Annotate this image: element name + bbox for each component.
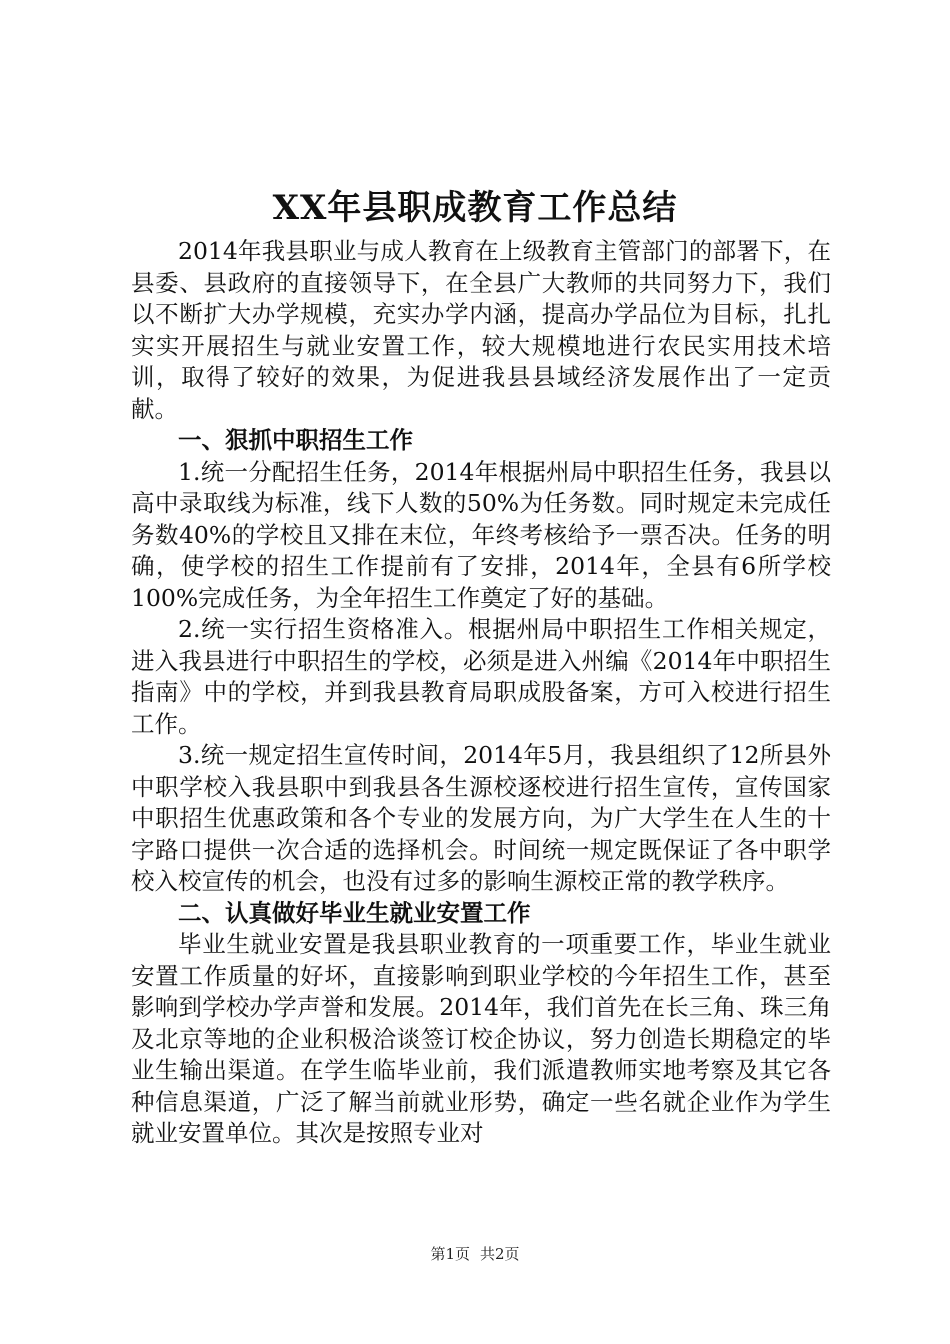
intro-paragraph: 2014年我县职业与成人教育在上级教育主管部门的部署下，在县委、县政府的直接领导下，在全县广大教师的共同努力下，我们以不断扩大办学规模，充实办学内涵，提高办学品位为目标，扎扎实实开展招生与就业安置工作，较大规模地进行农民实用技术培训，取得了较好的效果，为促进我县县域经济发展作出了一定贡献。 [131, 237, 831, 423]
section-1-paragraph-1: 1.统一分配招生任务，2014年根据州局中职招生任务，我县以高中录取线为标准，线下人数的50%为任务数。同时规定未完成任务数40%的学校且又排在末位，年终考核给予一票否决。任务的明确，使学校的招生工作提前有了安排，2014年，全县有6所学校100%完成任务，为全年招生工作奠定了好的基础。 [131, 457, 831, 612]
page-number: 第1页 [430, 1245, 470, 1263]
section-2-heading: 二、认真做好毕业生就业安置工作 [178, 898, 531, 927]
section-1-paragraph-3: 3.统一规定招生宣传时间，2014年5月，我县组织了12所县外中职学校入我县职中到我县各生源校逐校进行招生宣传，宣传国家中职招生优惠政策和各个专业的发展方向，为广大学生在人生的十字路口提供一次合适的选择机会。时间统一规定既保证了各中职学校入校宣传的机会，也没有过多的影响生源校正常的教学秩序。 [131, 741, 831, 895]
document-body [131, 236, 831, 1150]
section-1-heading: 一、狠抓中职招生工作 [178, 426, 413, 454]
page-total: 共2页 [480, 1245, 520, 1263]
section-2-paragraph-1: 毕业生就业安置是我县职业教育的一项重要工作，毕业生就业安置工作质量的好坏，直接影响到职业学校的今年招生工作，甚至影响到学校办学声誉和发展。2014年，我们首先在长三角、珠三角及北京等地的企业积极洽谈签订校企协议，努力创造长期稳定的毕业生输出渠道。在学生临毕业前，我们派遣教师实地考察及其它各种信息渠道，广泛了解当前就业形势，确定一些名就企业作为学生就业安置单位。其次是按照专业对 [131, 930, 831, 1147]
document-title: XX年县职成教育工作总结 [272, 188, 678, 228]
section-1-paragraph-2: 2.统一实行招生资格准入。根据州局中职招生工作相关规定，进入我县进行中职招生的学校，必须是进入州编《2014年中职招生指南》中的学校，并到我县教育局职成股备案，方可入校进行招生工作。 [131, 615, 831, 738]
page-footer [0, 1244, 950, 1264]
